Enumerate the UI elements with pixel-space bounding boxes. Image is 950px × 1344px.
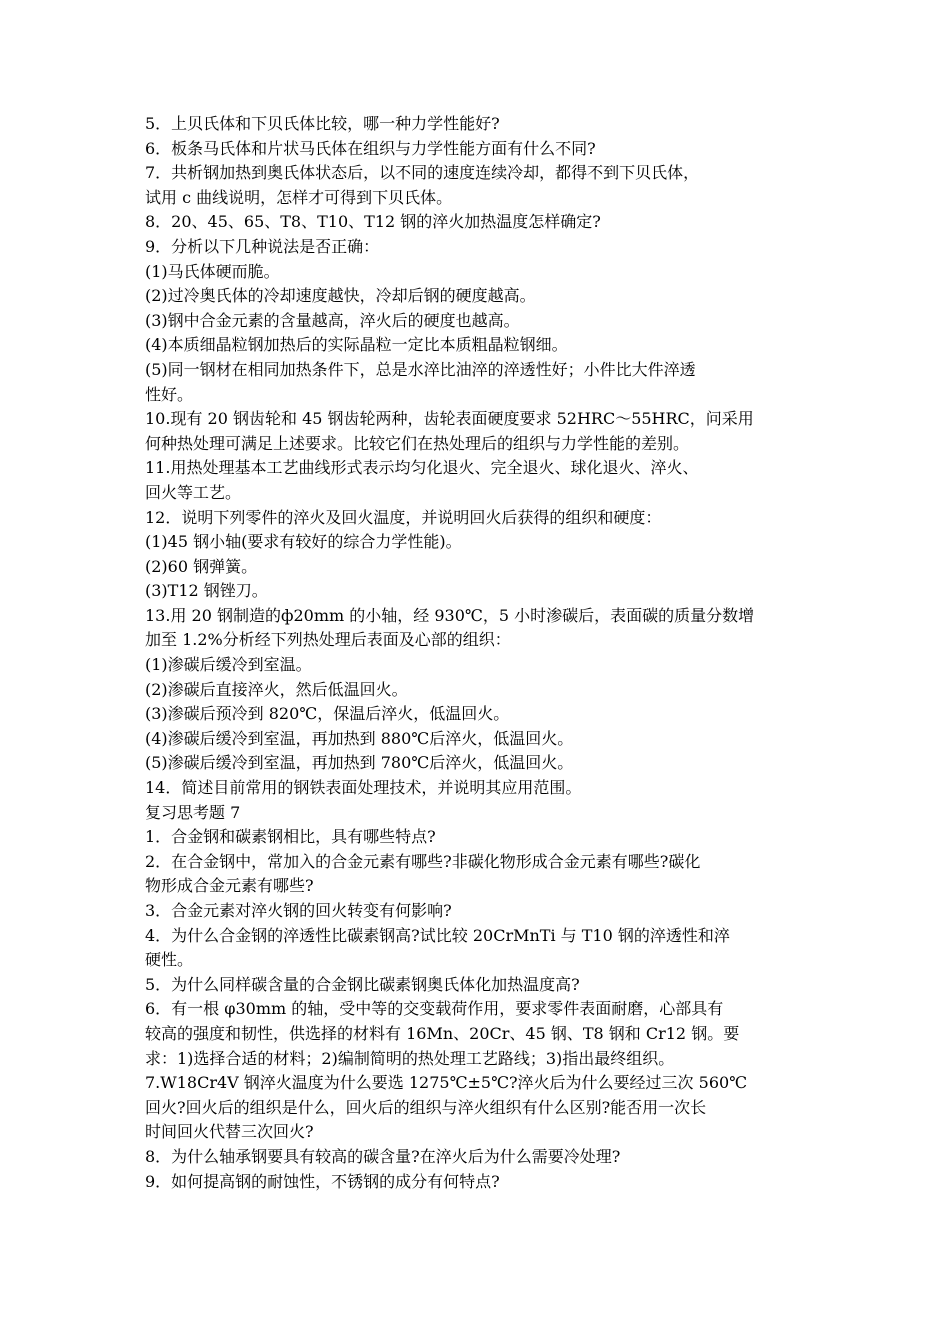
text-line: 7．共析钢加热到奥氏体状态后，以不同的速度连续冷却，都得不到下贝氏体， [145, 163, 700, 183]
text-line: (1)渗碳后缓冷到室温。 [145, 655, 312, 675]
text-line: 10.现有 20 钢齿轮和 45 钢齿轮两种，齿轮表面硬度要求 52HRC～55HRC，问采用 [145, 409, 754, 429]
text-line: 复习思考题 7 [145, 802, 241, 822]
text-line: (5)渗碳后缓冷到室温，再加热到 780℃后淬火，低温回火。 [145, 753, 574, 773]
text-line: (2)过冷奥氏体的冷却速度越快，冷却后钢的硬度越高。 [145, 286, 536, 306]
text-line: 4．为什么合金钢的淬透性比碳素钢高?试比较 20CrMnTi 与 T10 钢的淬透性和淬 [145, 925, 730, 945]
text-line: 1．合金钢和碳素钢相比，具有哪些特点? [145, 827, 436, 847]
text-line: 8．20、45、65、T8、T10、T12 钢的淬火加热温度怎样确定? [145, 212, 601, 232]
text-line: 试用 c 曲线说明，怎样才可得到下贝氏体。 [145, 187, 453, 207]
text-line: (2)60 钢弹簧。 [145, 556, 258, 576]
text-line: 6．有一根 φ30mm 的轴，受中等的交变载荷作用，要求零件表面耐磨，心部具有 [145, 999, 724, 1019]
text-line: 3．合金元素对淬火钢的回火转变有何影响? [145, 901, 452, 920]
text-line: 5．上贝氏体和下贝氏体比较，哪一种力学性能好? [145, 114, 500, 133]
text-line: 求：1)选择合适的材料；2)编制简明的热处理工艺路线；3)指出最终组织。 [145, 1048, 675, 1068]
text-line: (4)本质细晶粒钢加热后的实际晶粒一定比本质粗晶粒钢细。 [145, 335, 568, 355]
text-line: 性好。 [145, 384, 194, 404]
text-line: (3)T12 钢锉刀。 [145, 581, 268, 601]
text-line: 加至 1.2%分析经下列热处理后表面及心部的组织： [145, 630, 511, 650]
text-line: 13.用 20 钢制造的ф20mm 的小轴，经 930℃，5 小时渗碳后，表面碳的质量分数增 [145, 605, 755, 625]
text-line: 9．如何提高钢的耐蚀性，不锈钢的成分有何特点? [145, 1171, 500, 1191]
text-line: 11.用热处理基本工艺曲线形式表示均匀化退火、完全退火、球化退火、淬火、 [145, 458, 699, 478]
text-line: 7.W18Cr4V 钢淬火温度为什么要选 1275℃±5℃?淬火后为什么要经过三次 560℃ [145, 1073, 748, 1093]
text-line: 8．为什么轴承钢要具有较高的碳含量?在淬火后为什么需要冷处理? [145, 1146, 621, 1166]
text-line: (1)45 钢小轴(要求有较好的综合力学性能)。 [145, 532, 462, 552]
text-line: 14．简述目前常用的钢铁表面处理技术，并说明其应用范围。 [145, 778, 582, 798]
text-line: 9．分析以下几种说法是否正确： [145, 236, 380, 256]
text-line: 2．在合金钢中，常加入的合金元素有哪些?非碳化物形成合金元素有哪些?碳化 [145, 851, 701, 871]
text-line: 回火?回火后的组织是什么，回火后的组织与淬火组织有什么区别?能否用一次长 [145, 1097, 707, 1117]
text-line: (4)渗碳后缓冷到室温，再加热到 880℃后淬火，低温回火。 [145, 728, 574, 748]
text-line: 时间回火代替三次回火? [145, 1122, 314, 1142]
text-line: (1)马氏体硬而脆。 [145, 261, 280, 281]
text-line: 较高的强度和韧性，供选择的材料有 16Mn、20Cr、45 钢、T8 钢和 Cr12 钢。要 [145, 1023, 740, 1043]
text-line: 硬性。 [145, 950, 194, 970]
text-line: (5)同一钢材在相同加热条件下，总是水淬比油淬的淬透性好；小件比大件淬透 [145, 359, 696, 379]
text-line: 回火等工艺。 [145, 482, 242, 502]
document-body [145, 112, 810, 1194]
text-line: (3)钢中合金元素的含量越高，淬火后的硬度也越高。 [145, 310, 520, 330]
text-line: (2)渗碳后直接淬火，然后低温回火。 [145, 679, 408, 699]
text-line: 何种热处理可满足上述要求。比较它们在热处理后的组织与力学性能的差别。 [145, 433, 690, 453]
text-line: (3)渗碳后预冷到 820℃，保温后淬火，低温回火。 [145, 704, 510, 724]
text-line: 5．为什么同样碳含量的合金钢比碳素钢奥氏体化加热温度高? [145, 974, 580, 994]
text-line: 12．说明下列零件的淬火及回火温度，并说明回火后获得的组织和硬度： [145, 507, 662, 527]
text-line: 6．板条马氏体和片状马氏体在组织与力学性能方面有什么不同? [145, 138, 596, 158]
text-line: 物形成合金元素有哪些? [145, 876, 314, 896]
